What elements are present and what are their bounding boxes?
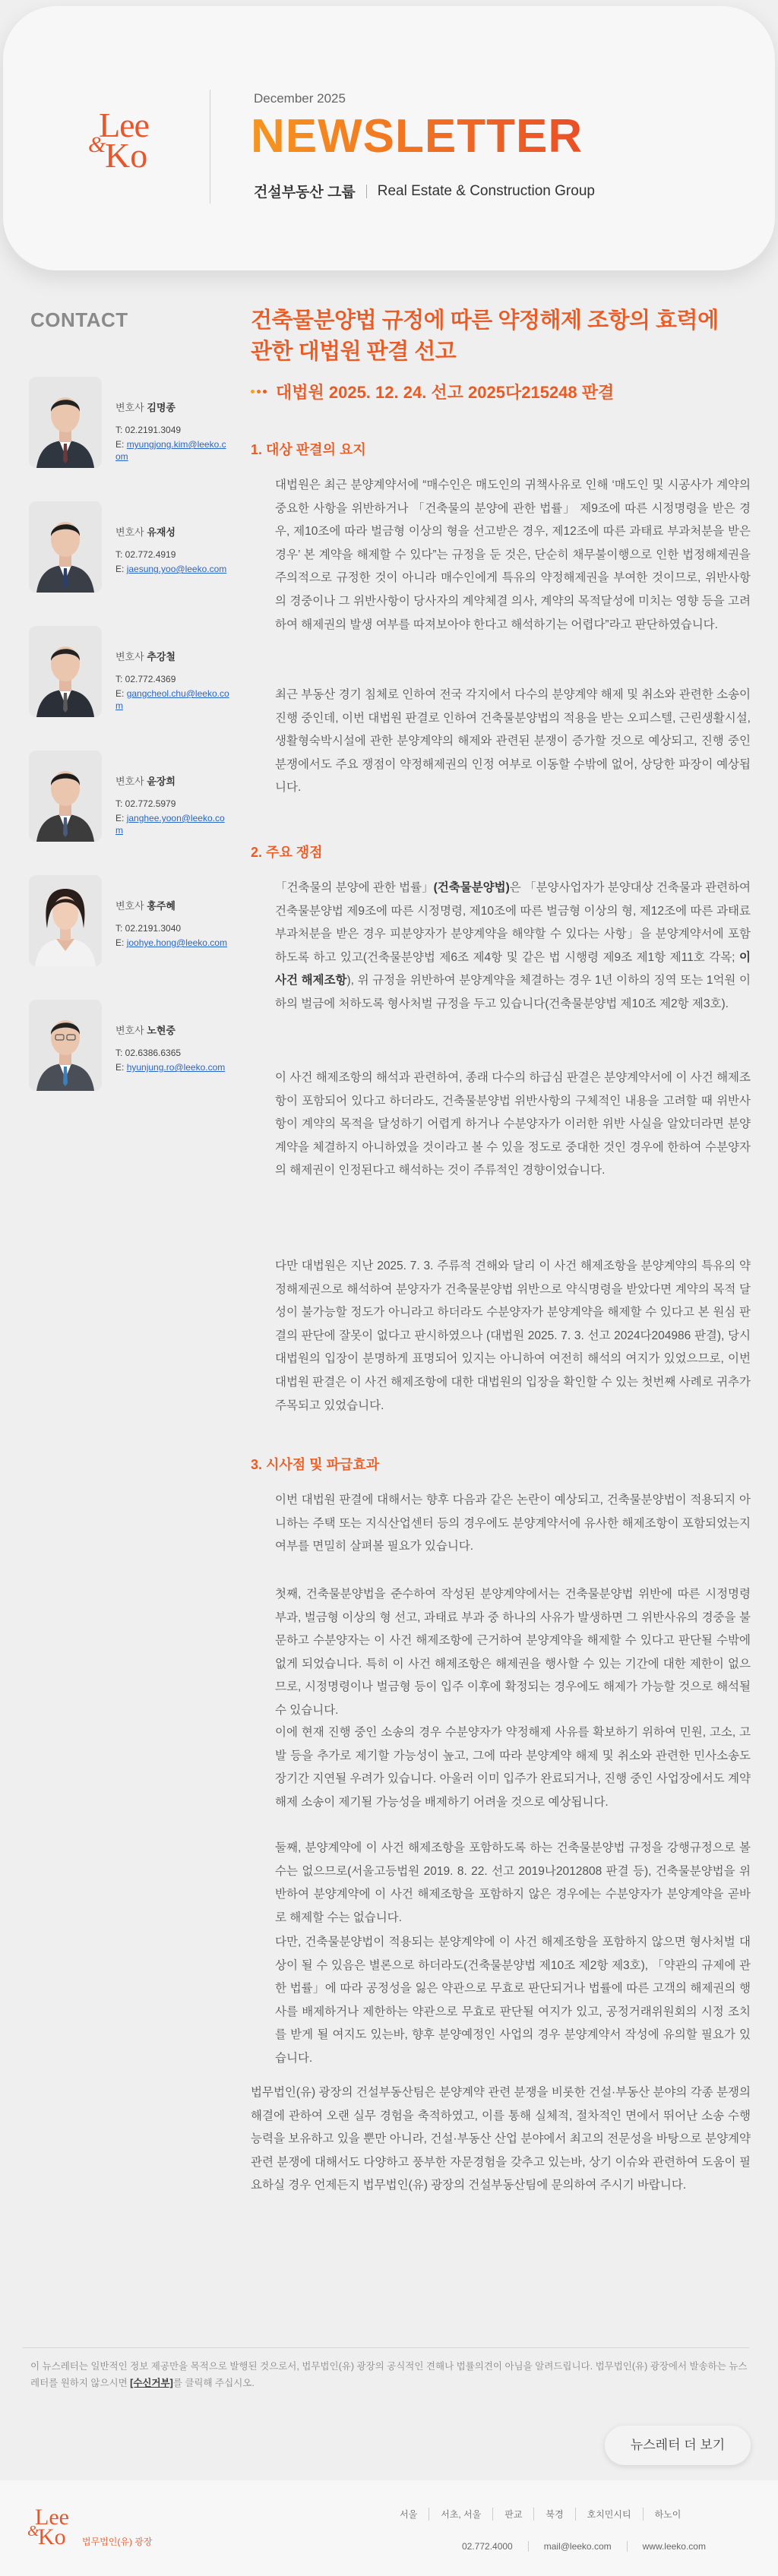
bold-text: 이 사건 해제조항 — [275, 950, 751, 988]
header-card — [3, 6, 775, 270]
lawyer-photo — [29, 751, 102, 842]
article-title — [251, 305, 737, 367]
lawyer-email — [115, 687, 229, 712]
lee-ko-logo: Lee & Ko — [88, 106, 149, 175]
article-title-line: 관한 대법원 판결 선고 — [251, 339, 457, 364]
lawyer-role-name — [115, 898, 229, 912]
lawyer-role-name — [115, 649, 229, 663]
lawyer-email-link[interactable]: joohye.hong@leeko.com — [126, 937, 227, 948]
subtitle-separator — [366, 185, 367, 198]
lawyer-email-link[interactable]: myungjong.kim@leeko.com — [115, 439, 226, 463]
lawyer-email-link[interactable]: gangcheol.chu@leeko.com — [115, 688, 229, 712]
lawyer-role: 변호사 — [115, 651, 144, 662]
email-prefix: E: — [115, 813, 125, 823]
paragraph — [275, 877, 751, 1016]
group-name: 건설부동산 그룹 — [254, 185, 356, 201]
email-prefix: E: — [115, 564, 125, 574]
paragraph: 둘째, 분양계약에 이 사건 해제조항을 포함하도록 하는 건축물분양법 규정을 강행규정으로 볼 수는 없으므로(서울고등법원 2019. 8. 22. 선고 2019나2012808 판결 등), 건축물분양법을 위반하여 분양계약에 이 사건 해제조항을 포함하지 않은 경우에는 수분양자가 분양계약을 곧바로 해제할 수는 없습니다. — [275, 1841, 751, 1924]
office-item: 판교 — [492, 2508, 533, 2521]
email-prefix: E: — [115, 439, 125, 450]
lawyer-email — [115, 812, 229, 836]
group-subtitle — [254, 181, 595, 201]
lawyer-info — [115, 524, 229, 575]
lawyer-email — [115, 1061, 229, 1073]
lawyer-role: 변호사 — [115, 526, 144, 538]
firm-name: 법무법인(유) 광장 — [82, 2536, 153, 2547]
lawyer-name: 홍주혜 — [147, 900, 176, 912]
firm-phone: 02.772.4000 — [462, 2541, 513, 2552]
lawyer-photo — [29, 875, 102, 966]
lawyer-photo — [29, 1000, 102, 1091]
article-title-line: 건축물분양법 규정에 따른 약정해제 조항의 효력에 — [251, 308, 719, 333]
lawyer-role-name — [115, 524, 229, 539]
dots-icon — [251, 390, 267, 394]
lawyer-email-link[interactable]: hyunjung.ro@leeko.com — [126, 1062, 226, 1073]
lawyer-role-name — [115, 773, 229, 788]
lawyer-info — [115, 649, 229, 712]
lawyer-photo — [29, 626, 102, 717]
newsletter-date: December 2025 — [254, 91, 346, 106]
lawyer-name: 윤장희 — [147, 776, 176, 787]
lawyer-info — [115, 1022, 229, 1073]
paragraph: 이에 현재 진행 중인 소송의 경우 수분양자가 약정해제 사유를 확보하기 위하여 민원, 고소, 고발 등을 추가로 제기할 가능성이 높고, 그에 따라 분양계약 해제 및 취소와 관련한 민사소송도 장기간 지연될 우려가 있습니다. 아울러 이미 입주가 완료되거나, 진행 중인 사업장에서도 계약해제 소송이 제기될 가능성을 배제하기 어려울 것으로 예상됩니다. — [275, 1726, 751, 1809]
lawyer-card — [29, 626, 229, 725]
office-list — [400, 2508, 692, 2521]
paragraph: 다만, 건축물분양법이 적용되는 분양계약에 이 사건 해제조항을 포함하지 않으면 형사처벌 대상이 될 수 있음은 별론으로 하더라도(건축물분양법 제10조 제2항 제3호), 「약관의 규제에 관한 법률」에 따라 공정성을 잃은 약관으로 무효로 판단되거나 법률에 따른 고객의 해제권의 행사를 배제하거나 제한하는 약관으로 무효로 판단될 여지가 있고, 공정거래위원회의 시정 조치를 받게 될 여지도 있는바, 향후 분양예정인 사업의 경우 분양계약서 작성에 유의할 필요가 있습니다. — [275, 1936, 751, 2065]
lawyer-role: 변호사 — [115, 402, 144, 413]
footer-bar — [0, 2480, 778, 2576]
lawyer-email — [115, 438, 229, 463]
office-item: 서울 — [400, 2509, 418, 2520]
lawyer-name: 노현중 — [147, 1025, 176, 1036]
paragraph: 다만 대법원은 지난 2025. 7. 3. 주류적 견해와 달리 이 사건 해제조항을 분양계약의 특유의 약정해제권으로 해석하여 분양자가 건축물분양법 위반으로 약식명령을 받았다면 계약의 목적 달성이 불가능할 정도가 아니라고 하더라도 수분양자가 분양계약을 해제할 수 있다고 본 원심 판결의 판단에 잘못이 없다고 판시하였으나 (대법원 2025. 7. 3. 선고 2024다204986 판결), 당시 대법원의 입장이 분명하게 표명되어 있지는 아니하여 여전히 해석의 여지가 있었으므로, 이번 대법원 판결은 이 사건 해제조항에 대한 대법원의 입장을 확인할 수 있는 첫번째 사례로 귀추가 주목되고 있었습니다. — [275, 1260, 751, 1412]
office-item: 하노이 — [643, 2508, 693, 2521]
lawyer-photo — [29, 501, 102, 593]
unsubscribe-link[interactable]: [수신거부] — [130, 2378, 173, 2388]
lawyer-tel: T: 02.2191.3049 — [115, 425, 182, 435]
office-item: 서초, 서울 — [429, 2508, 492, 2521]
lawyer-photo — [29, 377, 102, 468]
email-prefix: E: — [115, 688, 125, 699]
firm-contacts — [462, 2541, 721, 2552]
lawyer-tel: T: 02.772.5979 — [115, 798, 176, 809]
text-run: 「건축물의 분양에 관한 법률」 — [275, 881, 434, 894]
paragraph: 이 사건 해제조항의 해석과 관련하여, 종래 다수의 하급심 판결은 분양계약서에 이 사건 해제조항이 포함되어 있다고 하더라도, 건축물분양법 위반사항의 구체적인 내용을 고려할 때 위반사항이 계약의 목적을 달성하기 어렵게 하거나 수분양자가 이러한 위반 사실을 알았더라면 분양계약을 체결하지 아니하였을 것이라고 볼 수 있을 정도로 중대한 것인 경우에 한하여 수분양자의 해제권이 인정된다고 해석하는 것이 주류적인 경향이었습니다. — [275, 1071, 751, 1177]
lawyer-name: 추강철 — [147, 651, 176, 662]
lawyer-info — [115, 898, 229, 949]
section-heading: 1. 대상 판결의 요지 — [251, 442, 366, 457]
lawyer-card — [29, 501, 226, 600]
firm-web-link[interactable]: www.leeko.com — [627, 2541, 721, 2552]
closing-paragraph: 법무법인(유) 광장의 건설부동산팀은 분양계약 관련 분쟁을 비롯한 건설·부동산 분야의 각종 분쟁의 해결에 관하여 오랜 실무 경험을 축적하였고, 이를 통해 실체적, 절차적인 면에서 뛰어난 소송 수행 능력을 보유하고 있을 뿐만 아니라, 건설·부동산 산업 분야에서 최고의 전문성을 바탕으로 분양계약 관련 분쟁에 대해서도 다양하고 풍부한 자문경험을 갖추고 있는바, 상기 이슈와 관련하여 도움이 필요하실 경우 언제든지 법무법인(유) 광장의 건설부동산팀에 문의하여 주시기 바랍니다. — [251, 2086, 751, 2192]
lawyer-email — [115, 563, 229, 575]
lawyer-card — [29, 1000, 226, 1098]
case-citation — [251, 380, 614, 403]
lawyer-tel: T: 02.6386.6365 — [115, 1048, 182, 1058]
lawyer-role: 변호사 — [115, 1025, 144, 1036]
lawyer-tel: T: 02.772.4919 — [115, 549, 176, 560]
case-citation-text: 대법원 2025. 12. 24. 선고 2025다215248 판결 — [276, 383, 615, 402]
paragraph: 이번 대법원 판결에 대해서는 향후 다음과 같은 논란이 예상되고, 건축물분양법이 적용되지 아니하는 주택 또는 지식산업센터 등의 경우에도 분양계약서에 유사한 해제조항이 포함되었는지 여부를 면밀히 살펴볼 필요가 있습니다. — [275, 1493, 751, 1554]
lawyer-name: 김명종 — [147, 402, 176, 413]
email-prefix: E: — [115, 1062, 125, 1073]
lawyer-role: 변호사 — [115, 776, 144, 787]
text-run: ), 위 규정을 위반하여 분양계약을 체결하는 경우 1년 이하의 징역 또는 1억원 이하의 벌금에 처하도록 형사처벌 규정을 두고 있습니다(건축물분양법 제10조 제2항 제3호). — [275, 974, 751, 1010]
text-run: 은 「분양사업자가 분양대상 건축물과 관련하여 건축물분양법 제9조에 따른 시정명령, 제10조에 따른 벌금형 이상의 형, 제12조에 따른 과태료 부과처분을 받은 경우 피분양자가 분양계약을 해약할 수 있다는 사항」을 분양계약서에 포함하도록 하고 있고(건축물분양법 제6조 제4항 및 같은 법 시행령 제9조 제1항 제11호 각목; — [275, 881, 751, 964]
lawyer-tel: T: 02.2191.3040 — [115, 923, 182, 934]
newsletter-title: NEWSLETTER — [251, 110, 584, 163]
firm-mail-link[interactable]: mail@leeko.com — [528, 2541, 627, 2552]
paragraph: 대법원은 최근 분양계약서에 “매수인은 매도인의 귀책사유로 인해 ‘매도인 및 시공사가 계약의 중요한 사항을 위반하거나 「건축물의 분양에 관한 법률」 제9조에 따른 시정명령을 받은 경우, 제10조에 따라 벌금형 이상의 형을 선고받은 경우, 제12조에 따른 과태료 부과처분을 받은 경우’ 본 계약을 해제할 수 있다”는 규정을 둔 것은, 단순히 채무불이행으로 인한 법정해제권을 주의적으로 규정한 것이 아니라 매수인에게 특유의 약정해제권을 부여한 것이므로, 위반사항의 경중이나 그 위반사항이 당사자의 계약체결 의사, 계약의 목적달성에 미치는 영향 등을 고려하여 해제권의 발생 여부를 따져보아야 한다고 해석하기는 어렵다”라고 판단하였습니다. — [275, 479, 751, 631]
disclaimer — [30, 2358, 751, 2391]
footer-logo: Lee & Ko 법무법인(유) 광장 — [27, 2505, 153, 2549]
more-newsletters-button[interactable]: 뉴스레터 더 보기 — [605, 2426, 751, 2465]
lawyer-card — [29, 751, 226, 849]
section-heading: 2. 주요 쟁점 — [251, 845, 323, 860]
lawyer-email — [115, 937, 229, 949]
contact-heading: CONTACT — [30, 308, 128, 331]
disclaimer-text: 이 뉴스레터는 일반적인 정보 제공만을 목적으로 발행된 것으로서, 법무법인(유) 광장의 공식적인 견해나 법률의견이 아님을 알려드립니다. 법무법인(유) 광장에서 발송하는 뉴스레터를 원하지 않으시면 — [30, 2361, 748, 2388]
lawyer-tel: T: 02.772.4369 — [115, 674, 176, 684]
paragraph: 첫째, 건축물분양법을 준수하여 작성된 분양계약에서는 건축물분양법 위반에 따른 시정명령 부과, 벌금형 이상의 형 선고, 과태료 부과 중 하나의 사유가 발생하면 그 위반사유의 경중을 불문하고 수분양자는 이 사건 해제조항에 근거하여 분양계약을 해제할 수 있다고 판단될 수밖에 없게 되었습니다. 특히 이 사건 해제조항은 해제권을 행사할 수 있는 기간에 대한 제한이 없으므로, 시정명령이나 벌금형 등이 입주 이후에 확정되는 경우에도 해제가 가능할 것으로 해석될 수 있습니다. — [275, 1588, 751, 1717]
lawyer-info — [115, 773, 229, 836]
lawyer-card — [29, 377, 226, 476]
footer-divider — [23, 2347, 749, 2348]
disclaimer-text: 를 클릭해 주십시오. — [172, 2378, 255, 2388]
lawyer-role-name — [115, 400, 229, 414]
lawyer-card — [29, 875, 226, 974]
email-prefix: E: — [115, 937, 125, 948]
lawyer-role: 변호사 — [115, 900, 144, 912]
lawyer-email-link[interactable]: jaesung.yoo@leeko.com — [126, 564, 227, 574]
office-item: 호치민시티 — [575, 2508, 643, 2521]
office-item: 북경 — [533, 2508, 574, 2521]
section-heading: 3. 시사점 및 파급효과 — [251, 1457, 380, 1472]
group-name-en: Real Estate & Construction Group — [377, 182, 595, 199]
lawyer-info — [115, 400, 229, 463]
lawyer-role-name — [115, 1022, 229, 1037]
bold-text: (건축물분양법) — [433, 881, 510, 894]
lawyer-email-link[interactable]: janghee.yoon@leeko.com — [115, 813, 225, 836]
paragraph: 최근 부동산 경기 침체로 인하여 전국 각지에서 다수의 분양계약 해제 및 취소와 관련한 소송이 진행 중인데, 이번 대법원 판결로 인하여 건축물분양법의 적용을 받는 오피스텔, 근린생활시설, 생활형숙박시설에 관한 분양계약의 해제와 관련된 분쟁이 증가할 것으로 예상되고, 진행 중인 분쟁에서도 주요 쟁점이 약정해제권의 인정 여부로 이동할 수밖에 없어, 상당한 파장이 예상됩니다. — [275, 688, 751, 795]
lawyer-name: 유재성 — [147, 526, 176, 538]
